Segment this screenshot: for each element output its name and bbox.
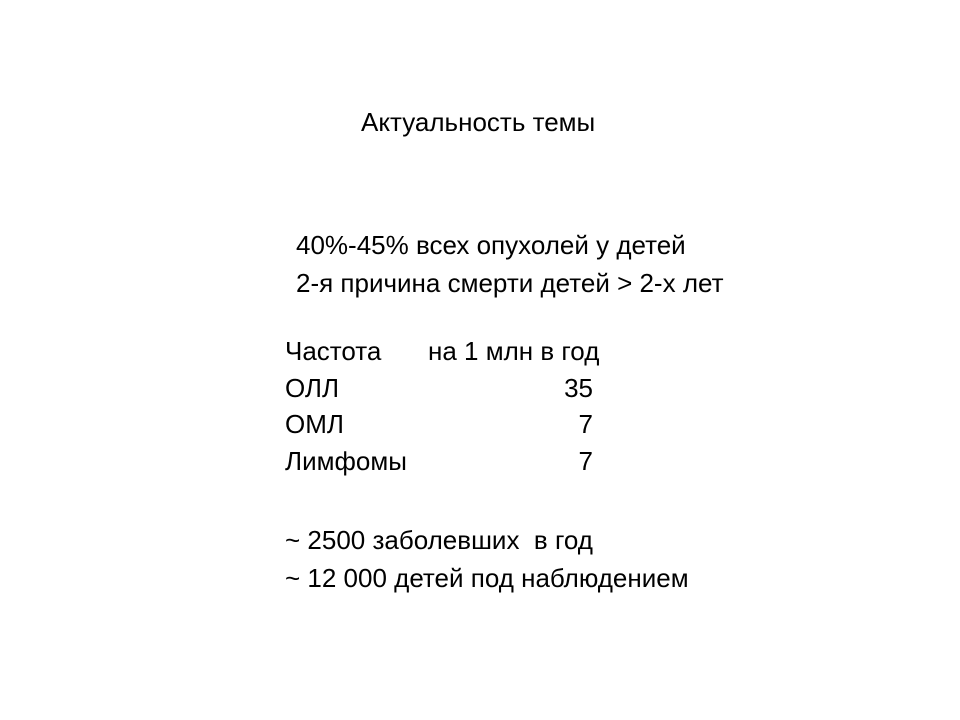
frequency-row	[285, 370, 593, 407]
frequency-row	[285, 406, 593, 443]
frequency-header-label: Частота	[285, 336, 382, 366]
frequency-row-label: Лимфомы	[285, 445, 407, 476]
frequency-header-row	[285, 333, 600, 370]
fact-line: 2-я причина смерти детей > 2-х лет	[296, 268, 724, 298]
frequency-row-label: ОМЛ	[285, 409, 344, 439]
frequency-row-label: ОЛЛ	[285, 372, 340, 403]
slide-title: Актуальность темы	[361, 107, 596, 137]
summary-block	[285, 521, 689, 597]
facts-block	[296, 226, 724, 302]
frequency-row-value: 7	[578, 409, 593, 439]
frequency-header-value: на 1 млн в год	[428, 336, 600, 366]
summary-line: ~ 12 000 детей под наблюдением	[285, 563, 689, 593]
summary-line: ~ 2500 заболевших в год	[285, 525, 593, 555]
fact-line: 40%-45% всех опухолей у детей	[296, 230, 686, 260]
frequency-row-value: 35	[564, 372, 593, 403]
frequency-row	[285, 443, 593, 480]
frequency-row-value: 7	[578, 445, 593, 476]
frequency-table	[285, 333, 600, 479]
